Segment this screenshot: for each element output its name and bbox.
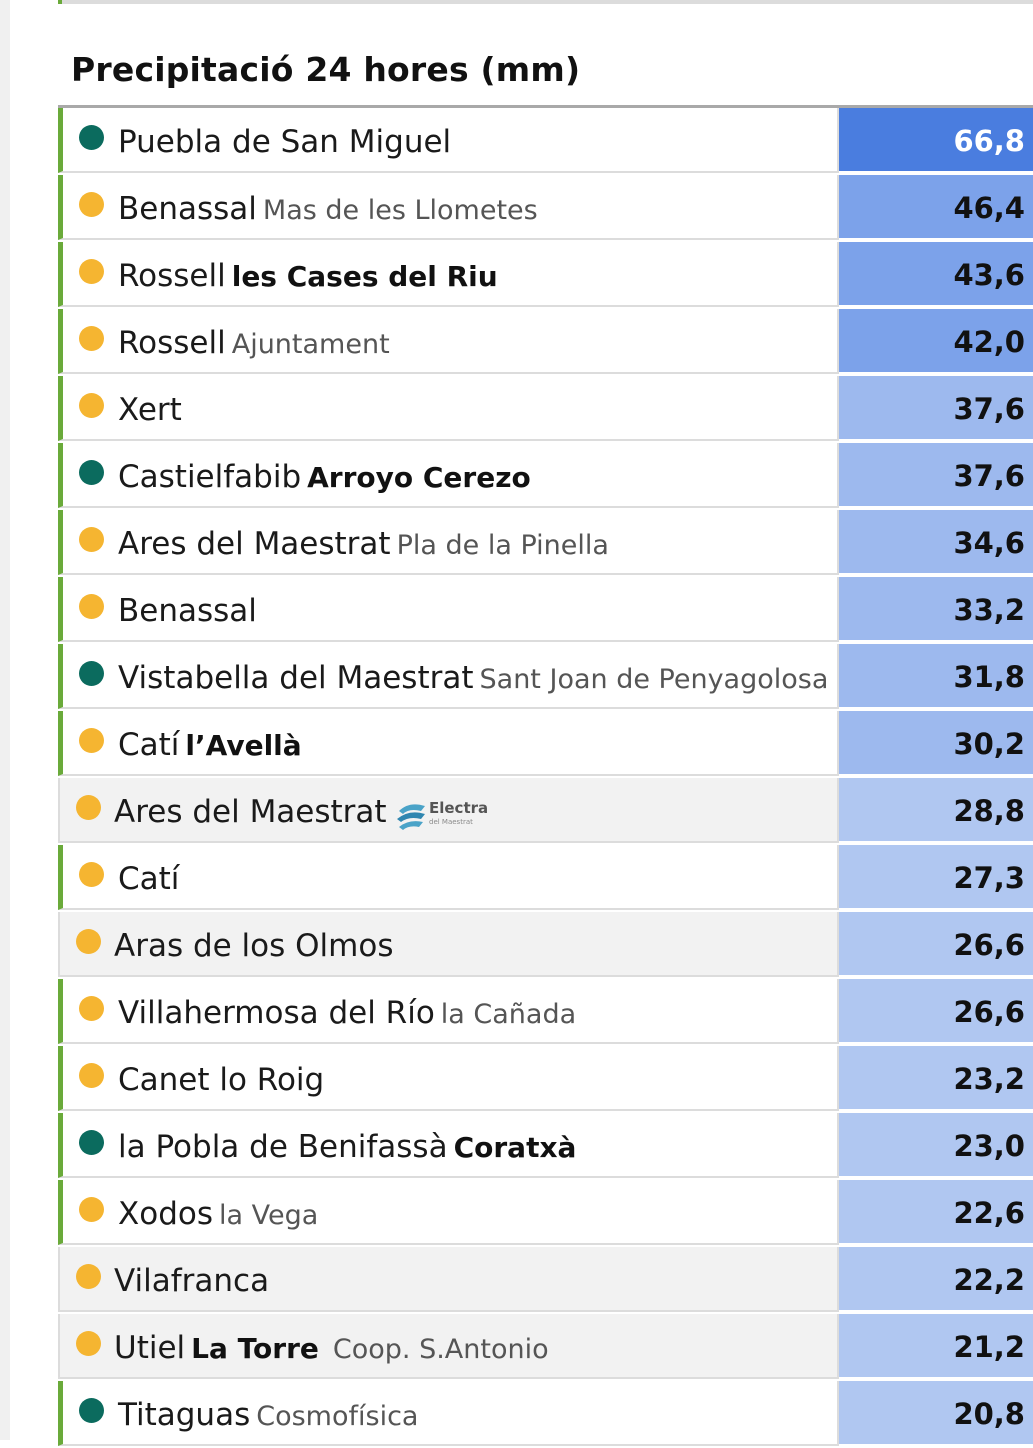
station-status-dot-icon (76, 1331, 101, 1356)
table-row[interactable] (58, 912, 1033, 979)
station-status-dot-icon (79, 1063, 104, 1088)
station-name: Vistabella del Maestrat (118, 660, 474, 696)
station-name: Benassal (118, 593, 257, 629)
table-row[interactable] (58, 711, 1033, 778)
station-label (118, 1395, 418, 1440)
table-row[interactable] (58, 778, 1033, 845)
table-row[interactable] (58, 443, 1033, 510)
station-status-dot-icon (79, 1197, 104, 1222)
precipitation-value: 42,0 (839, 309, 1033, 374)
precipitation-value: 22,6 (839, 1180, 1033, 1245)
electra-logo-icon (395, 797, 499, 833)
station-status-dot-icon (79, 527, 104, 552)
station-cell[interactable] (58, 644, 839, 709)
station-cell[interactable] (58, 1046, 839, 1111)
station-status-dot-icon (79, 259, 104, 284)
precipitation-value: 23,2 (839, 1046, 1033, 1111)
station-label (118, 1194, 318, 1239)
station-cell[interactable] (58, 108, 839, 173)
precipitation-value: 26,6 (839, 979, 1033, 1044)
station-location-bold: les Cases del Riu (231, 260, 498, 293)
station-name: Titaguas (118, 1397, 251, 1433)
station-label (118, 524, 609, 569)
station-operator: Coop. S.Antonio (332, 1334, 549, 1365)
station-status-dot-icon (76, 795, 101, 820)
station-name: Vilafranca (114, 1263, 270, 1299)
table-row[interactable] (58, 845, 1033, 912)
table-row[interactable] (58, 1046, 1033, 1113)
station-status-dot-icon (76, 1264, 101, 1289)
precipitation-value: 27,3 (839, 845, 1033, 910)
precipitation-ranking-table (58, 105, 1033, 1448)
precipitation-value: 21,2 (839, 1314, 1033, 1379)
station-cell[interactable] (58, 1180, 839, 1245)
precipitation-value: 28,8 (839, 778, 1033, 843)
table-row[interactable] (58, 979, 1033, 1046)
precipitation-value: 37,6 (839, 376, 1033, 441)
station-label (118, 189, 538, 234)
station-status-dot-icon (79, 326, 104, 351)
precipitation-value: 34,6 (839, 510, 1033, 575)
station-name: Catí (118, 727, 180, 763)
station-location: Ajuntament (231, 329, 390, 360)
table-row[interactable] (58, 1381, 1033, 1448)
station-name: Canet lo Roig (118, 1062, 325, 1098)
station-status-dot-icon (76, 929, 101, 954)
station-cell[interactable] (58, 979, 839, 1044)
station-cell[interactable] (58, 1381, 839, 1446)
station-label (118, 1127, 576, 1172)
station-label (118, 993, 576, 1038)
station-status-dot-icon (79, 1398, 104, 1423)
station-label (114, 792, 499, 837)
station-name: Ares del Maestrat (118, 526, 391, 562)
station-cell[interactable] (58, 376, 839, 441)
table-row[interactable] (58, 1314, 1033, 1381)
station-label (118, 256, 498, 301)
station-cell[interactable] (58, 1314, 839, 1379)
station-location: Pla de la Pinella (396, 530, 609, 561)
station-status-dot-icon (79, 661, 104, 686)
table-row[interactable] (58, 644, 1033, 711)
station-label (118, 122, 451, 167)
precipitation-value: 22,2 (839, 1247, 1033, 1312)
station-location-bold: l’Avellà (185, 729, 302, 762)
precipitation-value: 23,0 (839, 1113, 1033, 1178)
precipitation-value: 33,2 (839, 577, 1033, 642)
table-row[interactable] (58, 242, 1033, 309)
station-status-dot-icon (79, 594, 104, 619)
table-body (58, 108, 1033, 1448)
station-name: Xert (118, 392, 182, 428)
station-location-bold: Coratxà (453, 1131, 577, 1164)
station-status-dot-icon (79, 996, 104, 1021)
station-status-dot-icon (79, 728, 104, 753)
station-label (118, 658, 828, 703)
station-cell[interactable] (58, 309, 839, 374)
precipitation-value: 43,6 (839, 242, 1033, 307)
table-row[interactable] (58, 577, 1033, 644)
station-label (118, 591, 257, 636)
precipitation-value: 37,6 (839, 443, 1033, 508)
station-name: Puebla de San Miguel (118, 124, 452, 160)
table-row[interactable] (58, 1247, 1033, 1314)
station-status-dot-icon (79, 192, 104, 217)
page-left-margin (0, 0, 10, 1440)
table-row[interactable] (58, 1180, 1033, 1247)
station-name: Ares del Maestrat (114, 794, 387, 830)
station-label (114, 1261, 269, 1306)
station-status-dot-icon (79, 1130, 104, 1155)
table-row[interactable] (58, 376, 1033, 443)
station-status-dot-icon (79, 125, 104, 150)
station-name: Rossell (118, 325, 226, 361)
table-row[interactable] (58, 1113, 1033, 1180)
station-name: Aras de los Olmos (114, 928, 394, 964)
logo-text: Electra (428, 798, 488, 817)
station-location: Sant Joan de Penyagolosa (479, 664, 829, 695)
precipitation-value: 20,8 (839, 1381, 1033, 1446)
station-label (118, 323, 390, 368)
station-label (118, 390, 182, 435)
station-location-bold: La Torre (191, 1332, 319, 1365)
station-name: Castielfabib (118, 459, 302, 495)
station-cell[interactable] (58, 577, 839, 642)
table-row[interactable] (58, 309, 1033, 376)
station-label (114, 926, 393, 971)
station-cell[interactable] (58, 1113, 839, 1178)
station-status-dot-icon (79, 393, 104, 418)
station-location: Cosmofísica (256, 1401, 419, 1432)
section-title: Precipitació 24 hores (mm) (71, 50, 581, 89)
station-location: la Vega (219, 1200, 319, 1231)
precipitation-value: 31,8 (839, 644, 1033, 709)
station-name: Catí (118, 861, 180, 897)
station-cell[interactable] (58, 845, 839, 910)
station-label (114, 1328, 549, 1373)
station-name: Xodos (118, 1196, 213, 1232)
precipitation-value: 26,6 (839, 912, 1033, 977)
station-location-bold: Arroyo Cerezo (307, 461, 531, 494)
station-label (118, 725, 302, 770)
station-cell[interactable] (58, 510, 839, 575)
station-cell[interactable] (58, 711, 839, 776)
table-row[interactable] (58, 108, 1033, 175)
station-name: Utiel (114, 1330, 186, 1366)
station-name: Rossell (118, 258, 226, 294)
station-status-dot-icon (79, 862, 104, 887)
station-status-dot-icon (79, 460, 104, 485)
station-cell[interactable] (58, 443, 839, 508)
table-row[interactable] (58, 175, 1033, 242)
station-cell[interactable] (58, 778, 839, 843)
station-location: Mas de les Llometes (262, 195, 538, 226)
station-name: la Pobla de Benifassà (118, 1129, 448, 1165)
station-cell[interactable] (58, 175, 839, 240)
top-divider (58, 0, 1033, 4)
table-row[interactable] (58, 510, 1033, 577)
station-label (118, 457, 531, 502)
precipitation-value: 30,2 (839, 711, 1033, 776)
station-label (118, 859, 179, 904)
station-cell[interactable] (58, 242, 839, 307)
station-cell[interactable] (58, 912, 839, 977)
precipitation-value: 66,8 (839, 108, 1033, 173)
precipitation-value: 46,4 (839, 175, 1033, 240)
station-name: Villahermosa del Río (118, 995, 435, 1031)
logo-subtext: del Maestrat (428, 817, 473, 826)
station-label (118, 1060, 324, 1105)
station-name: Benassal (118, 191, 257, 227)
station-cell[interactable] (58, 1247, 839, 1312)
station-location: la Cañada (440, 999, 577, 1030)
